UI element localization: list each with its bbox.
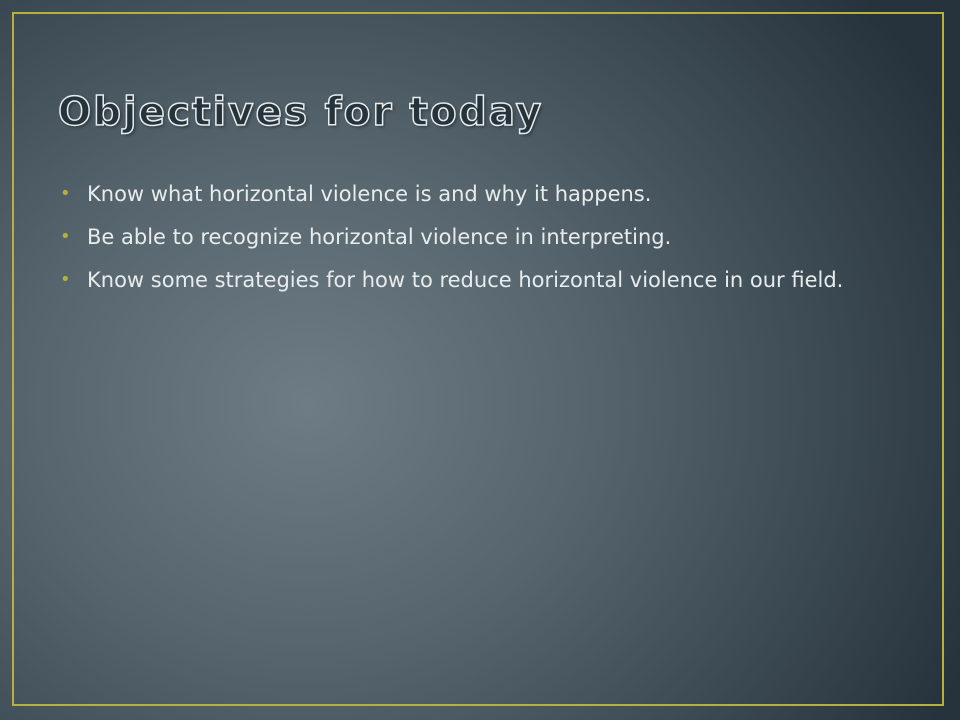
bullet-text: Know what horizontal violence is and why it happens. xyxy=(87,182,652,206)
bullet-item xyxy=(58,264,878,296)
bullet-list xyxy=(58,178,878,307)
bullet-icon: • xyxy=(60,226,71,247)
slide-title: Objectives for today xyxy=(58,90,544,135)
bullet-text: Be able to recognize horizontal violence in interpreting. xyxy=(87,225,672,249)
bullet-icon: • xyxy=(60,183,71,204)
bullet-item xyxy=(58,178,878,210)
bullet-icon: • xyxy=(60,269,71,290)
bullet-text: Know some strategies for how to reduce horizontal violence in our field. xyxy=(87,268,844,292)
bullet-item xyxy=(58,221,878,253)
